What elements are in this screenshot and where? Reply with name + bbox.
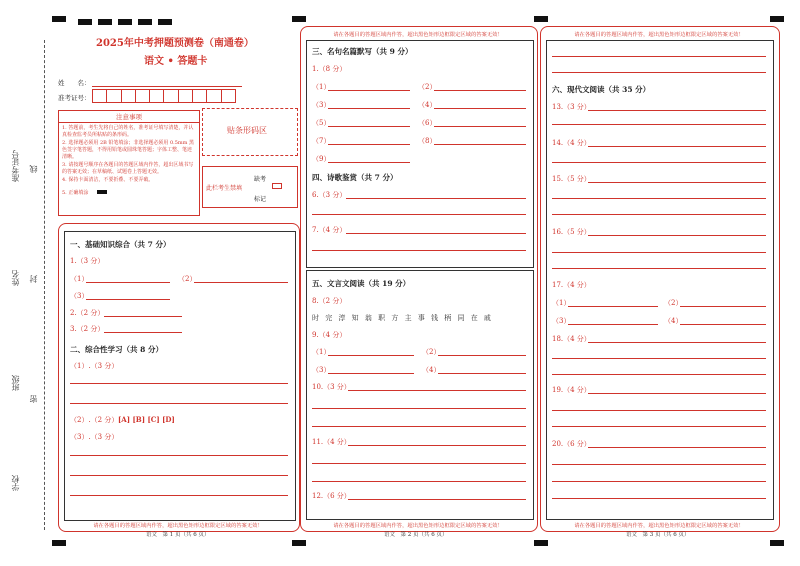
side-label-name: 姓名: [11, 270, 20, 286]
answer-line[interactable]: [588, 110, 766, 111]
answer-line[interactable]: [588, 235, 766, 236]
answer-line[interactable]: [194, 282, 288, 283]
answer-line[interactable]: [312, 481, 526, 482]
recite-item: （5）: [312, 119, 331, 127]
answer-line[interactable]: [680, 324, 766, 325]
recite-item: （1）: [312, 83, 331, 91]
question-13: 13.（3 分）: [552, 103, 591, 111]
question-1-2: （2）: [178, 275, 197, 283]
question-17-1: （1）: [552, 299, 571, 307]
answer-line[interactable]: [552, 426, 766, 427]
answer-line[interactable]: [588, 342, 766, 343]
timing-mark: [534, 16, 548, 22]
answer-line[interactable]: [552, 464, 766, 465]
question-20: 20.（6 分）: [552, 440, 591, 448]
answer-line[interactable]: [312, 463, 526, 464]
question-5: （2）.（2 分）: [70, 416, 119, 424]
question-3: 3.（2 分）: [70, 325, 105, 333]
answer-line[interactable]: [328, 126, 410, 127]
choice-options[interactable]: [A] [B] [C] [D]: [118, 415, 175, 424]
timing-mark: [292, 16, 306, 22]
panel-notice: 请在各题目的答题区域内作答，超出黑色矩形边框限定区域的答案无效！: [574, 523, 744, 529]
answer-line[interactable]: [346, 198, 526, 199]
answer-line[interactable]: [312, 214, 526, 215]
recite-item: （9）: [312, 155, 331, 163]
page-footer: 语文 第 3 页（共 6 页）: [626, 532, 690, 538]
question-17-2: （2）: [664, 299, 683, 307]
question-16: 16.（5 分）: [552, 228, 591, 236]
side-label-line: 线: [29, 165, 38, 173]
side-label-secret: 密: [29, 395, 38, 403]
timing-mark: [118, 19, 132, 25]
timing-mark: [534, 540, 548, 546]
recite-item: （2）: [418, 83, 437, 91]
answer-line[interactable]: [552, 410, 766, 411]
answer-line[interactable]: [104, 332, 182, 333]
timing-mark: [138, 19, 152, 25]
answer-line[interactable]: [346, 233, 526, 234]
name-field[interactable]: [92, 86, 242, 87]
answer-line[interactable]: [552, 498, 766, 499]
answer-line[interactable]: [552, 162, 766, 163]
answer-line[interactable]: [86, 299, 170, 300]
notes-title: 注意事项: [59, 111, 199, 123]
name-label: 姓 名：: [58, 79, 91, 87]
recite-item: （4）: [418, 101, 437, 109]
answer-line[interactable]: [552, 56, 766, 57]
absent-label: 此栏考生禁填: [206, 185, 243, 192]
answer-line[interactable]: [328, 108, 410, 109]
side-label-class: 班级: [11, 375, 20, 391]
answer-line[interactable]: [588, 182, 766, 183]
answer-line[interactable]: [434, 90, 526, 91]
answer-line[interactable]: [588, 146, 766, 147]
panel-notice: 请在各题目的答题区域内作答，超出黑色矩形边框限定区域的答案无效！: [333, 32, 503, 38]
timing-mark: [52, 16, 66, 22]
side-label-seal: 封: [29, 275, 38, 283]
exam-no-label: 准考证号：: [58, 94, 91, 102]
answer-line[interactable]: [552, 374, 766, 375]
answer-line[interactable]: [70, 475, 288, 476]
answer-line[interactable]: [328, 162, 410, 163]
answer-line[interactable]: [552, 252, 766, 253]
section-6-title: 六、现代文阅读（共 35 分）: [552, 85, 651, 94]
notes-item: 4. 保持卡面清洁，不要折叠、不要弄破。: [62, 177, 154, 183]
answer-line[interactable]: [434, 126, 526, 127]
question-1-3: （3）: [70, 292, 89, 300]
question-1-recite: 1.（8 分）: [312, 65, 347, 73]
section-3-title: 三、名句名篇默写（共 9 分）: [312, 47, 413, 56]
timing-mark: [52, 540, 66, 546]
question-14: 14.（4 分）: [552, 139, 591, 147]
answer-line[interactable]: [552, 214, 766, 215]
answer-line[interactable]: [348, 390, 526, 391]
answer-line[interactable]: [680, 306, 766, 307]
timing-mark: [78, 19, 92, 25]
sentence-chars[interactable]: 时 完 淳 知 翁 职 方 主 事 钱 柄 同 在 戚: [312, 314, 493, 322]
notes-box: [58, 110, 200, 216]
question-17-4: （4）: [664, 317, 683, 325]
timing-mark: [770, 16, 784, 22]
absent-mark-label: 标记: [254, 196, 267, 203]
answer-line[interactable]: [568, 324, 658, 325]
absent-mark-label: 缺考: [254, 176, 267, 183]
page-title: 2025年中考押题预测卷（南通卷）: [96, 38, 254, 49]
side-label-exam-no: 准考证号: [11, 150, 20, 182]
question-17-3: （3）: [552, 317, 571, 325]
timing-mark: [770, 540, 784, 546]
recite-item: （8）: [418, 137, 437, 145]
section-2-title: 二、综合性学习（共 8 分）: [70, 345, 163, 354]
question-6-poem: 6.（3 分）: [312, 191, 347, 199]
notes-item: 1. 答题前，考生先将自己的姓名，准考证号填写清楚，并认真检查监考员所粘贴的条形码。: [62, 125, 194, 138]
question-8: 8.（2 分）: [312, 297, 347, 305]
question-1: 1.（3 分）: [70, 257, 105, 265]
answer-line[interactable]: [348, 499, 526, 500]
question-9: 9.（4 分）: [312, 331, 347, 339]
answer-line[interactable]: [552, 358, 766, 359]
barcode-label: 贴条形码区: [227, 126, 267, 135]
question-12: 12.（6 分）: [312, 492, 351, 500]
question-18: 18.（4 分）: [552, 335, 591, 343]
question-9-4: （4）: [422, 366, 441, 374]
answer-line[interactable]: [70, 383, 288, 384]
question-10: 10.（3 分）: [312, 383, 351, 391]
page-footer: 语文 第 1 页（共 6 页）: [146, 532, 210, 538]
question-7-poem: 7.（4 分）: [312, 226, 347, 234]
answer-line[interactable]: [70, 403, 288, 404]
question-6: （3）.（3 分）: [70, 433, 119, 441]
panel-notice: 请在各题目的答题区域内作答，超出黑色矩形边框限定区域的答案无效！: [574, 32, 744, 38]
answer-line[interactable]: [438, 373, 526, 374]
notes-item: 2. 选择题必须用 2B 铅笔填涂；非选择题必须用 0.5mm 黑色签字笔答题，不得用铅笔或圆珠笔答题；字体工整、笔迹清晰。: [62, 140, 195, 160]
timing-mark: [98, 19, 112, 25]
answer-line[interactable]: [86, 282, 170, 283]
question-19: 19.（4 分）: [552, 386, 591, 394]
panel-notice: 请在各题目的答题区域内作答，超出黑色矩形边框限定区域的答案无效！: [333, 523, 503, 529]
answer-line[interactable]: [328, 355, 414, 356]
question-2: 2.（2 分）: [70, 309, 105, 317]
answer-line[interactable]: [70, 495, 288, 496]
answer-box-col2b: [306, 270, 534, 520]
answer-line[interactable]: [568, 306, 658, 307]
answer-line[interactable]: [438, 355, 526, 356]
question-17: 17.（4 分）: [552, 281, 591, 289]
question-15: 15.（5 分）: [552, 175, 591, 183]
notes-item: 3. 请按题号顺序在各题目的答题区域内作答，超出区域书写的答案无效；在草稿纸、试题卷上答题无效。: [62, 162, 194, 175]
timing-mark: [158, 19, 172, 25]
question-11: 11.（4 分）: [312, 438, 351, 446]
answer-line[interactable]: [328, 373, 414, 374]
answer-line[interactable]: [434, 144, 526, 145]
question-9-3: （3）: [312, 366, 331, 374]
panel-notice: 请在各题目的答题区域内作答，超出黑色矩形边框限定区域的答案无效！: [93, 523, 263, 529]
notes-item: 5. 正确填涂: [62, 190, 89, 196]
answer-line[interactable]: [328, 90, 410, 91]
answer-line[interactable]: [348, 445, 526, 446]
question-4: （1）.（3 分）: [70, 362, 119, 370]
page-footer: 语文 第 2 页（共 6 页）: [384, 532, 448, 538]
answer-line[interactable]: [328, 144, 410, 145]
recite-item: （7）: [312, 137, 331, 145]
section-1-title: 一、基础知识综合（共 7 分）: [70, 240, 171, 249]
section-4-title: 四、诗歌鉴赏（共 7 分）: [312, 173, 398, 182]
filled-sample: [97, 190, 107, 194]
answer-line[interactable]: [104, 316, 182, 317]
section-5-title: 五、文言文阅读（共 19 分）: [312, 279, 411, 288]
answer-line[interactable]: [312, 408, 526, 409]
answer-line[interactable]: [312, 250, 526, 251]
exam-no-boxes[interactable]: [92, 89, 236, 103]
timing-mark: [292, 540, 306, 546]
recite-item: （3）: [312, 101, 331, 109]
question-9-2: （2）: [422, 348, 441, 356]
answer-line[interactable]: [552, 124, 766, 125]
answer-line[interactable]: [552, 72, 766, 73]
binding-line: [44, 40, 45, 530]
question-1-1: （1）: [70, 275, 89, 283]
answer-line[interactable]: [552, 268, 766, 269]
question-9-1: （1）: [312, 348, 331, 356]
answer-line[interactable]: [70, 455, 288, 456]
absent-checkbox[interactable]: [272, 183, 282, 189]
side-label-school: 学校: [11, 475, 20, 491]
recite-item: （6）: [418, 119, 437, 127]
answer-line[interactable]: [588, 393, 766, 394]
answer-line[interactable]: [552, 198, 766, 199]
page-subtitle: 语文 • 答题卡: [144, 56, 208, 67]
answer-line[interactable]: [312, 426, 526, 427]
answer-line[interactable]: [434, 108, 526, 109]
answer-line[interactable]: [552, 481, 766, 482]
answer-line[interactable]: [588, 447, 766, 448]
